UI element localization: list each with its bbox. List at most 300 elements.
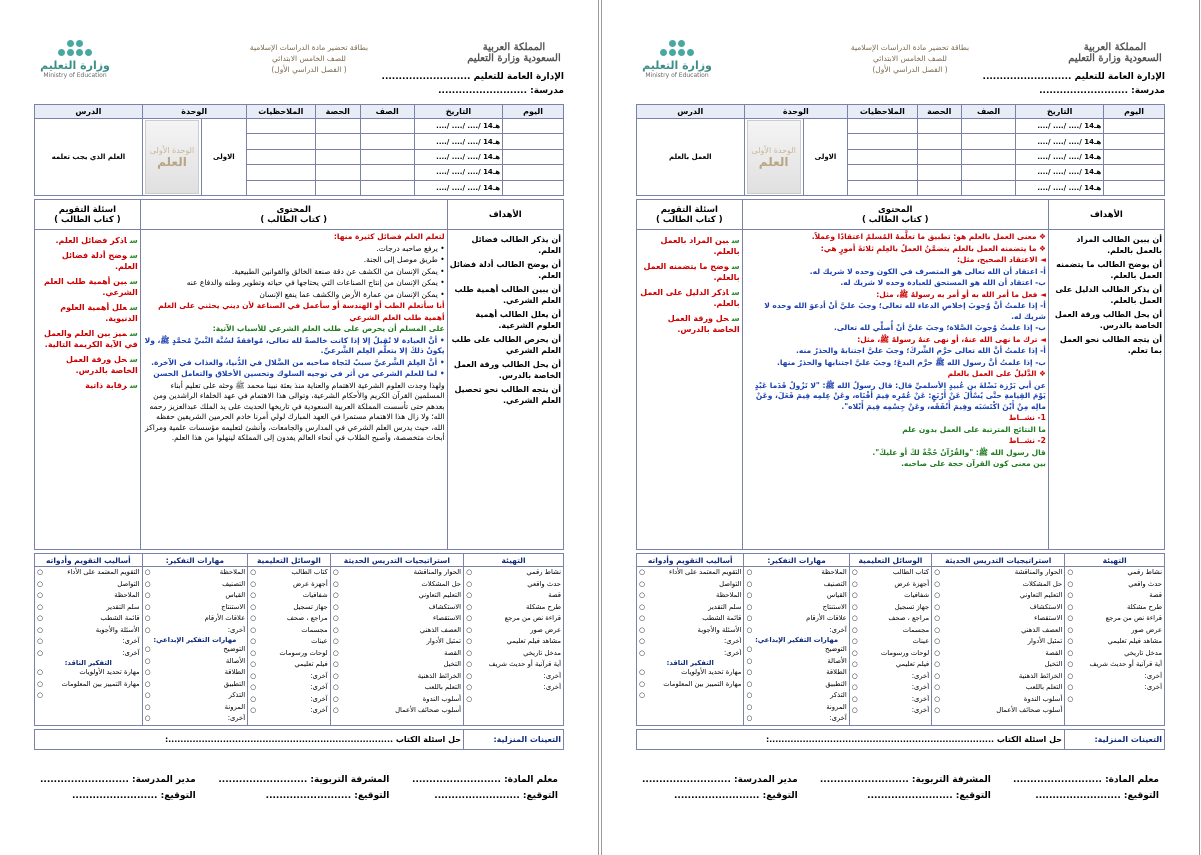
strategy-column xyxy=(637,567,744,726)
radio-circle-icon[interactable]: ○ xyxy=(639,637,645,645)
notes-cell[interactable] xyxy=(848,180,917,195)
class-cell[interactable] xyxy=(962,119,1016,134)
creative-option[interactable] xyxy=(145,644,246,656)
strategy-option[interactable] xyxy=(746,613,846,625)
radio-circle-icon[interactable]: ○ xyxy=(1067,637,1074,645)
notes-cell[interactable] xyxy=(246,149,315,164)
creative-option[interactable] xyxy=(145,656,246,668)
strategy-option[interactable] xyxy=(466,682,561,694)
radio-circle-icon[interactable]: ○ xyxy=(37,637,43,645)
class-cell[interactable] xyxy=(962,180,1016,195)
strategy-option[interactable] xyxy=(145,613,246,625)
radio-circle-icon[interactable]: ○ xyxy=(639,602,645,611)
creative-option[interactable] xyxy=(145,713,246,725)
radio-circle-icon[interactable]: ○ xyxy=(466,579,472,588)
strategy-option[interactable] xyxy=(1067,648,1162,660)
period-cell[interactable] xyxy=(316,119,361,134)
period-cell[interactable] xyxy=(316,180,361,195)
creative-option[interactable] xyxy=(746,690,846,702)
radio-circle-icon[interactable]: ○ xyxy=(851,637,858,645)
strategy-option[interactable] xyxy=(852,682,929,694)
radio-circle-icon[interactable]: ○ xyxy=(934,648,941,657)
radio-circle-icon[interactable]: ○ xyxy=(466,637,472,645)
radio-circle-icon[interactable]: ○ xyxy=(639,568,645,576)
radio-circle-icon[interactable]: ○ xyxy=(466,614,472,622)
strategy-option[interactable] xyxy=(934,705,1062,717)
radio-circle-icon[interactable]: ○ xyxy=(332,683,339,691)
strategy-option[interactable] xyxy=(1067,579,1162,591)
notes-cell[interactable] xyxy=(246,180,315,195)
radio-circle-icon[interactable]: ○ xyxy=(466,671,472,680)
radio-circle-icon[interactable]: ○ xyxy=(639,579,645,588)
radio-circle-icon[interactable]: ○ xyxy=(332,648,339,657)
class-cell[interactable] xyxy=(360,165,414,180)
radio-circle-icon[interactable]: ○ xyxy=(746,645,753,653)
period-cell[interactable] xyxy=(316,149,361,164)
radio-circle-icon[interactable]: ○ xyxy=(144,568,151,576)
strategy-option[interactable] xyxy=(37,613,140,625)
radio-circle-icon[interactable]: ○ xyxy=(1067,671,1074,680)
radio-circle-icon[interactable]: ○ xyxy=(746,679,753,688)
radio-circle-icon[interactable]: ○ xyxy=(934,706,941,714)
notes-cell[interactable] xyxy=(246,119,315,134)
radio-circle-icon[interactable]: ○ xyxy=(934,694,941,703)
strategy-option[interactable] xyxy=(934,613,1062,625)
period-cell[interactable] xyxy=(917,119,961,134)
strategy-option[interactable] xyxy=(639,602,741,614)
radio-circle-icon[interactable]: ○ xyxy=(1067,648,1074,657)
radio-circle-icon[interactable]: ○ xyxy=(746,691,753,699)
option-label: حل المشكلات xyxy=(421,579,462,588)
radio-circle-icon[interactable]: ○ xyxy=(1067,614,1074,622)
class-cell[interactable] xyxy=(360,180,414,195)
period-cell[interactable] xyxy=(917,180,961,195)
day-cell[interactable] xyxy=(503,119,564,134)
strategy-option[interactable] xyxy=(466,579,561,591)
radio-circle-icon[interactable]: ○ xyxy=(332,637,339,645)
strategy-option[interactable] xyxy=(1067,625,1162,637)
strategy-option[interactable] xyxy=(1067,682,1162,694)
strategy-option[interactable] xyxy=(1067,602,1162,614)
strategy-option[interactable] xyxy=(466,613,561,625)
radio-circle-icon[interactable]: ○ xyxy=(1067,625,1074,634)
strategy-option[interactable] xyxy=(333,567,461,579)
radio-circle-icon[interactable]: ○ xyxy=(934,660,941,668)
radio-circle-icon[interactable]: ○ xyxy=(746,614,753,622)
radio-circle-icon[interactable]: ○ xyxy=(466,648,472,657)
radio-circle-icon[interactable]: ○ xyxy=(466,591,472,599)
strategy-option[interactable] xyxy=(333,636,461,648)
radio-circle-icon[interactable]: ○ xyxy=(746,668,753,676)
strategy-option[interactable] xyxy=(250,579,328,591)
radio-circle-icon[interactable]: ○ xyxy=(851,625,858,634)
radio-circle-icon[interactable]: ○ xyxy=(851,591,858,599)
strategy-option[interactable] xyxy=(466,671,561,683)
day-cell[interactable] xyxy=(503,149,564,164)
radio-circle-icon[interactable]: ○ xyxy=(144,656,151,665)
notes-cell[interactable] xyxy=(246,165,315,180)
class-cell[interactable] xyxy=(962,134,1016,149)
strategy-option[interactable] xyxy=(852,625,929,637)
strategy-option[interactable] xyxy=(250,671,328,683)
strategy-option[interactable] xyxy=(934,671,1062,683)
strategy-option[interactable] xyxy=(250,625,328,637)
strategy-option[interactable] xyxy=(746,579,846,591)
strategy-option[interactable] xyxy=(1067,636,1162,648)
day-cell[interactable] xyxy=(1104,165,1165,180)
radio-circle-icon[interactable]: ○ xyxy=(37,579,43,588)
radio-circle-icon[interactable]: ○ xyxy=(1067,660,1074,668)
strategy-option[interactable] xyxy=(852,567,929,579)
radio-circle-icon[interactable]: ○ xyxy=(37,614,43,622)
strategy-option[interactable] xyxy=(333,705,461,717)
radio-circle-icon[interactable]: ○ xyxy=(851,694,858,703)
strategy-option[interactable] xyxy=(934,636,1062,648)
strategy-option[interactable] xyxy=(37,602,140,614)
radio-circle-icon[interactable]: ○ xyxy=(934,579,941,588)
day-cell[interactable] xyxy=(1104,119,1165,134)
radio-circle-icon[interactable]: ○ xyxy=(934,637,941,645)
class-cell[interactable] xyxy=(360,134,414,149)
radio-circle-icon[interactable]: ○ xyxy=(144,668,151,676)
radio-circle-icon[interactable]: ○ xyxy=(851,706,858,714)
radio-circle-icon[interactable]: ○ xyxy=(332,602,339,611)
moe-english: Ministry of Education xyxy=(645,72,709,79)
radio-circle-icon[interactable]: ○ xyxy=(934,614,941,622)
radio-circle-icon[interactable]: ○ xyxy=(144,679,151,688)
creative-option[interactable] xyxy=(746,656,846,668)
radio-circle-icon[interactable]: ○ xyxy=(144,602,151,611)
strategy-option[interactable] xyxy=(37,625,140,637)
strategy-option[interactable] xyxy=(934,682,1062,694)
radio-circle-icon[interactable]: ○ xyxy=(144,579,151,588)
period-cell[interactable] xyxy=(316,134,361,149)
strategy-option[interactable] xyxy=(466,648,561,660)
radio-circle-icon[interactable]: ○ xyxy=(144,691,151,699)
radio-circle-icon[interactable]: ○ xyxy=(466,602,472,611)
radio-circle-icon[interactable]: ○ xyxy=(250,591,257,599)
strategy-option[interactable] xyxy=(250,659,328,671)
strategy-option[interactable] xyxy=(250,682,328,694)
option-label: التعلم باللعب xyxy=(1025,683,1063,691)
period-cell[interactable] xyxy=(917,134,961,149)
radio-circle-icon[interactable]: ○ xyxy=(851,648,858,657)
radio-circle-icon[interactable]: ○ xyxy=(250,660,257,668)
radio-circle-icon[interactable]: ○ xyxy=(934,602,941,611)
strategy-option[interactable] xyxy=(934,659,1062,671)
notes-cell[interactable] xyxy=(848,149,917,164)
strategy-option[interactable] xyxy=(333,625,461,637)
class-cell[interactable] xyxy=(360,119,414,134)
creative-option[interactable] xyxy=(145,690,246,702)
critical-option[interactable] xyxy=(639,667,741,679)
strategy-option[interactable] xyxy=(145,579,246,591)
strategy-option[interactable] xyxy=(934,648,1062,660)
radio-circle-icon[interactable]: ○ xyxy=(851,568,858,576)
radio-circle-icon[interactable]: ○ xyxy=(934,591,941,599)
radio-circle-icon[interactable]: ○ xyxy=(144,591,151,599)
radio-circle-icon[interactable]: ○ xyxy=(934,625,941,634)
strategy-option[interactable] xyxy=(852,705,929,717)
strategy-option[interactable] xyxy=(852,671,929,683)
critical-option[interactable] xyxy=(37,667,140,679)
day-cell[interactable] xyxy=(1104,134,1165,149)
radio-circle-icon[interactable]: ○ xyxy=(250,683,257,691)
radio-circle-icon[interactable]: ○ xyxy=(332,671,339,680)
strategy-option[interactable] xyxy=(466,590,561,602)
strategy-option[interactable] xyxy=(852,659,929,671)
radio-circle-icon[interactable]: ○ xyxy=(1067,591,1074,599)
strategy-option[interactable] xyxy=(250,648,328,660)
strategy-option[interactable] xyxy=(852,579,929,591)
strategy-option[interactable] xyxy=(852,648,929,660)
radio-circle-icon[interactable]: ○ xyxy=(639,591,645,599)
strategy-option[interactable] xyxy=(466,625,561,637)
radio-circle-icon[interactable]: ○ xyxy=(37,648,43,657)
strategy-option[interactable] xyxy=(746,567,846,579)
strategy-option[interactable] xyxy=(37,636,140,648)
card-title xyxy=(835,42,985,75)
radio-circle-icon[interactable]: ○ xyxy=(466,683,472,691)
date-cell: ..../ ..../ ..../ 14هـ xyxy=(1016,119,1104,134)
critical-option[interactable] xyxy=(37,679,140,691)
radio-circle-icon[interactable]: ○ xyxy=(851,660,858,668)
strategy-option[interactable] xyxy=(333,671,461,683)
radio-circle-icon[interactable]: ○ xyxy=(1067,694,1074,703)
radio-circle-icon[interactable]: ○ xyxy=(639,625,645,634)
strategy-option[interactable] xyxy=(934,602,1062,614)
radio-circle-icon[interactable]: ○ xyxy=(332,694,339,703)
strategy-option[interactable] xyxy=(1067,590,1162,602)
strategy-option[interactable] xyxy=(852,590,929,602)
radio-circle-icon[interactable]: ○ xyxy=(466,625,472,634)
strategy-option[interactable] xyxy=(639,648,741,660)
strategy-option[interactable] xyxy=(466,636,561,648)
strategy-option[interactable] xyxy=(37,590,140,602)
strategy-option[interactable] xyxy=(639,625,741,637)
strategy-option[interactable] xyxy=(250,705,328,717)
radio-circle-icon[interactable]: ○ xyxy=(250,568,257,576)
radio-circle-icon[interactable]: ○ xyxy=(37,668,43,676)
critical-option[interactable] xyxy=(37,690,140,702)
creative-option[interactable] xyxy=(746,679,846,691)
radio-circle-icon[interactable]: ○ xyxy=(37,679,43,688)
critical-option[interactable] xyxy=(639,679,741,691)
class-cell[interactable] xyxy=(962,165,1016,180)
radio-circle-icon[interactable]: ○ xyxy=(851,614,858,622)
radio-circle-icon[interactable]: ○ xyxy=(639,691,645,699)
radio-circle-icon[interactable]: ○ xyxy=(466,694,472,703)
strategy-option[interactable] xyxy=(746,602,846,614)
radio-circle-icon[interactable]: ○ xyxy=(746,579,753,588)
strategy-option[interactable] xyxy=(639,636,741,648)
option-label: الخرائط الذهنية xyxy=(417,671,462,680)
strategy-option[interactable] xyxy=(145,602,246,614)
strategy-option[interactable] xyxy=(639,613,741,625)
radio-circle-icon[interactable]: ○ xyxy=(639,648,645,657)
radio-circle-icon[interactable]: ○ xyxy=(250,706,257,714)
option-label: الحوار والمناقشة xyxy=(1014,568,1063,576)
radio-circle-icon[interactable]: ○ xyxy=(37,602,43,611)
notes-cell[interactable] xyxy=(848,165,917,180)
period-cell[interactable] xyxy=(917,165,961,180)
strategy-option[interactable] xyxy=(145,625,246,637)
strategy-option[interactable] xyxy=(250,567,328,579)
radio-circle-icon[interactable]: ○ xyxy=(37,568,43,576)
radio-circle-icon[interactable]: ○ xyxy=(250,625,257,634)
day-cell[interactable] xyxy=(503,134,564,149)
radio-circle-icon[interactable]: ○ xyxy=(144,714,151,722)
radio-circle-icon[interactable]: ○ xyxy=(250,694,257,703)
strategy-option[interactable] xyxy=(333,682,461,694)
radio-circle-icon[interactable]: ○ xyxy=(250,602,257,611)
page-header xyxy=(34,28,564,104)
strategy-option[interactable] xyxy=(639,579,741,591)
radio-circle-icon[interactable]: ○ xyxy=(1067,568,1074,576)
strategy-option[interactable] xyxy=(1067,694,1162,706)
day-cell[interactable] xyxy=(1104,180,1165,195)
day-cell[interactable] xyxy=(503,180,564,195)
radio-circle-icon[interactable]: ○ xyxy=(250,614,257,622)
strategy-option[interactable] xyxy=(250,694,328,706)
radio-circle-icon[interactable]: ○ xyxy=(639,668,645,676)
class-cell[interactable] xyxy=(962,149,1016,164)
radio-circle-icon[interactable]: ○ xyxy=(37,591,43,599)
creative-option[interactable] xyxy=(746,702,846,714)
strategy-option[interactable] xyxy=(145,590,246,602)
radio-circle-icon[interactable]: ○ xyxy=(250,637,257,645)
strategy-option[interactable] xyxy=(852,636,929,648)
period-cell[interactable] xyxy=(917,149,961,164)
day-cell[interactable] xyxy=(503,165,564,180)
radio-circle-icon[interactable]: ○ xyxy=(746,714,753,722)
radio-circle-icon[interactable]: ○ xyxy=(746,656,753,665)
strategy-option[interactable] xyxy=(934,579,1062,591)
strategy-option[interactable] xyxy=(466,659,561,671)
strategy-option[interactable] xyxy=(934,625,1062,637)
strategy-option[interactable] xyxy=(1067,671,1162,683)
radio-circle-icon[interactable]: ○ xyxy=(746,602,753,611)
radio-circle-icon[interactable]: ○ xyxy=(639,614,645,622)
class-cell[interactable] xyxy=(360,149,414,164)
radio-circle-icon[interactable]: ○ xyxy=(851,602,858,611)
strategy-option[interactable] xyxy=(333,659,461,671)
radio-circle-icon[interactable]: ○ xyxy=(1067,683,1074,691)
strategy-option[interactable] xyxy=(333,590,461,602)
option-label: آخرى: xyxy=(227,625,246,634)
strategy-option[interactable] xyxy=(639,590,741,602)
strategy-option[interactable] xyxy=(1067,613,1162,625)
radio-circle-icon[interactable]: ○ xyxy=(332,625,339,634)
radio-circle-icon[interactable]: ○ xyxy=(639,679,645,688)
radio-circle-icon[interactable]: ○ xyxy=(851,671,858,680)
strategy-option[interactable] xyxy=(852,613,929,625)
period-cell[interactable] xyxy=(316,165,361,180)
strategy-option[interactable] xyxy=(333,579,461,591)
radio-circle-icon[interactable]: ○ xyxy=(144,614,151,622)
strategy-option[interactable] xyxy=(1067,659,1162,671)
radio-circle-icon[interactable]: ○ xyxy=(934,568,941,576)
radio-circle-icon[interactable]: ○ xyxy=(934,683,941,691)
radio-circle-icon[interactable]: ○ xyxy=(332,579,339,588)
strategy-option[interactable] xyxy=(746,625,846,637)
strategy-option[interactable] xyxy=(333,694,461,706)
radio-circle-icon[interactable]: ○ xyxy=(332,706,339,714)
strategy-option[interactable] xyxy=(250,602,328,614)
notes-cell[interactable] xyxy=(848,134,917,149)
radio-circle-icon[interactable]: ○ xyxy=(37,625,43,634)
strategy-option[interactable] xyxy=(746,590,846,602)
question-mark-label: س xyxy=(731,314,740,323)
strategy-option[interactable] xyxy=(37,648,140,660)
creative-option[interactable] xyxy=(145,667,246,679)
strategy-option[interactable] xyxy=(934,590,1062,602)
radio-circle-icon[interactable]: ○ xyxy=(1067,602,1074,611)
notes-cell[interactable] xyxy=(848,119,917,134)
critical-option[interactable] xyxy=(639,690,741,702)
strategy-option[interactable] xyxy=(852,602,929,614)
radio-circle-icon[interactable]: ○ xyxy=(1067,579,1074,588)
strategy-option[interactable] xyxy=(333,602,461,614)
radio-circle-icon[interactable]: ○ xyxy=(746,625,753,634)
strategy-option[interactable] xyxy=(934,694,1062,706)
radio-circle-icon[interactable]: ○ xyxy=(332,660,339,668)
strategy-option[interactable] xyxy=(466,694,561,706)
radio-circle-icon[interactable]: ○ xyxy=(934,671,941,680)
radio-circle-icon[interactable]: ○ xyxy=(851,683,858,691)
strategy-option[interactable] xyxy=(1067,567,1162,579)
creative-option[interactable] xyxy=(145,679,246,691)
strategy-option[interactable] xyxy=(333,648,461,660)
radio-circle-icon[interactable]: ○ xyxy=(332,591,339,599)
notes-cell[interactable] xyxy=(246,134,315,149)
day-cell[interactable] xyxy=(1104,149,1165,164)
radio-circle-icon[interactable]: ○ xyxy=(250,648,257,657)
creative-option[interactable] xyxy=(746,713,846,725)
radio-circle-icon[interactable]: ○ xyxy=(144,625,151,634)
creative-option[interactable] xyxy=(145,702,246,714)
content-line: أ- إذا علمتُ أنَّ الله تعالى حرَّم الشِّركَ؛ وجبَ عليَّ اجتنابهُ والحذرُ منه. xyxy=(796,346,1046,355)
strategy-option[interactable] xyxy=(934,567,1062,579)
radio-circle-icon[interactable]: ○ xyxy=(144,702,151,711)
strategy-option[interactable] xyxy=(639,567,741,579)
strategy-option[interactable] xyxy=(333,613,461,625)
radio-circle-icon[interactable]: ○ xyxy=(250,671,257,680)
radio-circle-icon[interactable]: ○ xyxy=(332,614,339,622)
radio-circle-icon[interactable]: ○ xyxy=(851,579,858,588)
radio-circle-icon[interactable]: ○ xyxy=(332,568,339,576)
strategy-option[interactable] xyxy=(250,613,328,625)
strategy-option[interactable] xyxy=(37,579,140,591)
radio-circle-icon[interactable]: ○ xyxy=(746,702,753,711)
radio-circle-icon[interactable]: ○ xyxy=(466,660,472,668)
strategy-option[interactable] xyxy=(250,590,328,602)
radio-circle-icon[interactable]: ○ xyxy=(37,691,43,699)
radio-circle-icon[interactable]: ○ xyxy=(746,591,753,599)
strategy-option[interactable] xyxy=(250,636,328,648)
radio-circle-icon[interactable]: ○ xyxy=(466,568,472,576)
radio-circle-icon[interactable]: ○ xyxy=(746,568,753,576)
creative-option[interactable] xyxy=(746,644,846,656)
strategy-option[interactable] xyxy=(852,694,929,706)
creative-option[interactable] xyxy=(746,667,846,679)
radio-circle-icon[interactable]: ○ xyxy=(250,579,257,588)
strategy-option[interactable] xyxy=(466,567,561,579)
strategy-option[interactable] xyxy=(466,602,561,614)
strategy-option[interactable] xyxy=(145,567,246,579)
strategy-option[interactable] xyxy=(37,567,140,579)
radio-circle-icon[interactable]: ○ xyxy=(144,645,151,653)
